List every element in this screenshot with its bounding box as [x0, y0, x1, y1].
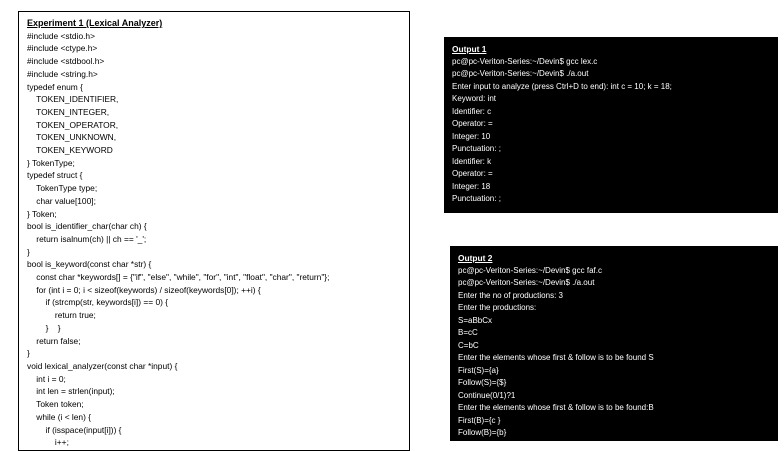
- terminal-line: Punctuation: ;: [452, 144, 501, 153]
- code-line: }: [27, 348, 30, 359]
- terminal-line: Integer: 10: [452, 131, 491, 141]
- code-line: #include <string.h>: [27, 68, 98, 79]
- code-line: for (int i = 0; i < sizeof(keywords) / sizeof(keywords[0]); ++i) {: [27, 284, 261, 295]
- code-line: void lexical_analyzer(const char *input) {: [27, 360, 178, 371]
- output-2-terminal: [450, 246, 778, 441]
- code-line: return isalnum(ch) || ch == '_';: [27, 233, 147, 244]
- code-line: return false;: [27, 335, 81, 346]
- code-line: int len = strlen(input);: [27, 386, 115, 397]
- code-line: } TokenType;: [27, 157, 75, 168]
- terminal-line: Keyword: int: [452, 94, 497, 103]
- code-line: if (isspace(input[i])) {: [27, 424, 122, 435]
- code-line: TOKEN_OPERATOR,: [27, 119, 119, 130]
- output-1-terminal: [444, 37, 778, 213]
- output-1-title: Output 1: [452, 44, 487, 54]
- terminal-line: Punctuation: ;: [452, 194, 501, 203]
- terminal-line: Operator: =: [452, 169, 493, 178]
- output-2-title: Output 2: [458, 253, 493, 263]
- code-line: }: [27, 246, 30, 257]
- terminal-line: pc@pc-Veriton-Series:~/Devin$ ./a.out: [458, 278, 595, 287]
- code-line: typedef struct {: [27, 170, 83, 181]
- terminal-line: pc@pc-Veriton-Series:~/Devin$ gcc faf.c: [458, 265, 602, 275]
- terminal-line: Follow(B)={b}: [458, 428, 507, 437]
- code-line: const char *keywords[] = {"if", "else", "while", "for", "int", "float", "char", "return"};: [27, 272, 330, 283]
- code-line: TOKEN_UNKNOWN,: [27, 132, 117, 143]
- code-line: #include <ctype.h>: [27, 43, 98, 54]
- terminal-line: First(S)={a}: [458, 365, 499, 375]
- code-line: bool is_keyword(const char *str) {: [27, 259, 152, 270]
- terminal-line: Identifier: c: [452, 106, 492, 116]
- code-listing: [27, 30, 401, 449]
- terminal-line: pc@pc-Veriton-Series:~/Devin$ gcc lex.c: [452, 56, 598, 66]
- code-line: char value[100];: [27, 195, 96, 206]
- code-line: Token token;: [27, 399, 84, 410]
- terminal-line: Follow(S)={$}: [458, 378, 507, 387]
- code-line: return true;: [27, 310, 96, 321]
- terminal-line: Enter the no of productions: 3: [458, 290, 563, 300]
- output-1-lines: [452, 56, 770, 206]
- code-line: if (strcmp(str, keywords[i]) == 0) {: [27, 297, 169, 308]
- terminal-line: Identifier: k: [452, 156, 492, 166]
- code-line: TOKEN_KEYWORD: [27, 145, 113, 156]
- code-line: #include <stdbool.h>: [27, 56, 105, 67]
- terminal-line: Enter the elements whose first & follow is to be found:B: [458, 403, 654, 412]
- terminal-line: First(B)={c }: [458, 415, 501, 425]
- code-line: i++;: [27, 437, 69, 448]
- terminal-line: B=cC: [458, 328, 478, 337]
- code-line: typedef enum {: [27, 81, 83, 92]
- code-line: } }: [27, 322, 61, 333]
- code-line: TOKEN_INTEGER,: [27, 106, 110, 117]
- code-line: bool is_identifier_char(char ch) {: [27, 221, 147, 232]
- experiment-title: Experiment 1 (Lexical Analyzer): [27, 18, 163, 28]
- terminal-line: Enter the elements whose first & follow is to be found S: [458, 353, 654, 362]
- terminal-line: Enter input to analyze (press Ctrl+D to end): int c = 10; k = 18;: [452, 81, 672, 91]
- code-line: while (i < len) {: [27, 411, 92, 422]
- source-code-panel: [18, 11, 410, 451]
- terminal-line: S=aBbCx: [458, 315, 493, 325]
- terminal-line: Integer: 18: [452, 181, 491, 191]
- code-line: #include <stdio.h>: [27, 30, 95, 41]
- terminal-line: C=bC: [458, 340, 479, 350]
- code-line: TOKEN_IDENTIFIER,: [27, 94, 119, 105]
- code-line: int i = 0;: [27, 373, 66, 384]
- terminal-line: Operator: =: [452, 119, 493, 128]
- code-line: TokenType type;: [27, 183, 98, 194]
- code-line: } Token;: [27, 208, 57, 219]
- terminal-line: pc@pc-Veriton-Series:~/Devin$ ./a.out: [452, 69, 589, 78]
- terminal-line: Continue(0/1)?1: [458, 390, 516, 400]
- output-2-lines: [458, 265, 770, 440]
- terminal-line: Enter the productions:: [458, 303, 537, 312]
